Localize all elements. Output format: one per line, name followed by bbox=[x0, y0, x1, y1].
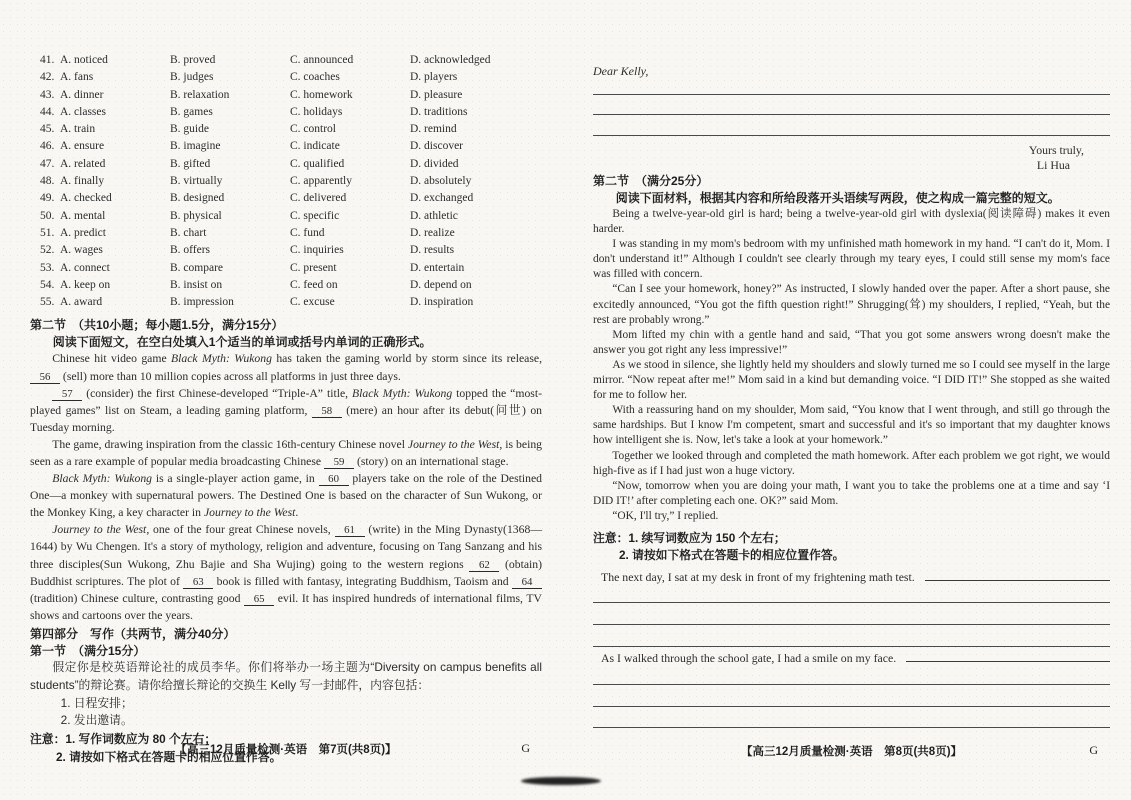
answer-blank-line bbox=[593, 707, 1110, 728]
option-d: D. remind bbox=[410, 123, 457, 136]
option-d: D. inspiration bbox=[410, 296, 474, 309]
option-b: B. relaxation bbox=[170, 88, 230, 101]
option-c: C. inquiries bbox=[290, 244, 344, 257]
story-paragraph: Being a twelve-year-old girl is hard; being a twelve-year-old girl with dyslexia(阅读障碍) makes it even harder. bbox=[593, 208, 1110, 236]
scanner-smudge-mark bbox=[521, 777, 601, 785]
writing-prompt-intro: 假定你是校英语辩论社的成员李华。你们将举办一场主题为“Diversity on campus benefits all students”的辩论赛。请你给擅长辩论的交换生 Kelly 写一封邮件，内容包括： bbox=[30, 659, 542, 692]
option-c: C. announced bbox=[290, 54, 354, 66]
option-d: D. exchanged bbox=[410, 192, 474, 205]
option-b: B. proved bbox=[170, 54, 216, 66]
section2-heading: 第二节 （共10小题；每小题1.5分，满分15分） bbox=[30, 318, 284, 333]
option-row-45 bbox=[30, 123, 542, 140]
story-paragraph: “OK, I'll try,” I replied. bbox=[612, 509, 719, 522]
option-row-55 bbox=[30, 296, 542, 313]
option-row-52 bbox=[30, 244, 542, 261]
option-b: B. impression bbox=[170, 296, 234, 309]
option-a: A. checked bbox=[60, 192, 112, 205]
section2-instruction: 阅读下面短文，在空白处填入1个适当的单词或括号内单词的正确形式。 bbox=[52, 335, 432, 350]
option-a: A. dinner bbox=[60, 88, 104, 101]
question-number: 49. bbox=[40, 192, 55, 205]
option-c: C. delivered bbox=[290, 192, 347, 205]
answer-blank-line bbox=[593, 80, 1110, 95]
cloze-blank: 63 bbox=[183, 577, 213, 589]
exam-page-8 bbox=[593, 62, 1110, 794]
option-b: B. chart bbox=[170, 226, 207, 239]
writing-prompt-item-1: 1. 日程安排； bbox=[60, 695, 133, 710]
reading-material bbox=[593, 207, 1110, 524]
option-a: A. ensure bbox=[60, 140, 105, 153]
question-number: 53. bbox=[40, 261, 55, 274]
answer-blank-line bbox=[593, 666, 1110, 685]
continuation-note-1: 注意：1. 续写词数应为 150 个左右； bbox=[593, 530, 786, 545]
option-c: C. control bbox=[290, 123, 336, 136]
option-c: C. specific bbox=[290, 209, 340, 222]
option-c: C. coaches bbox=[290, 71, 340, 84]
option-d: D. pleasure bbox=[410, 88, 463, 101]
answer-blank-line bbox=[593, 625, 1110, 647]
option-a: A. classes bbox=[60, 105, 106, 118]
question-number: 52. bbox=[40, 244, 55, 257]
cloze-paragraph: The game, drawing inspiration from the classic 16th-century Chinese novel Journey to the West, is being seen as a rare example of popular media broadcasting Chinese 59 (story) on an international stage. bbox=[30, 437, 543, 469]
answer-blank-line bbox=[593, 585, 1110, 603]
question-number: 55. bbox=[40, 296, 55, 309]
question-number: 42. bbox=[40, 71, 55, 84]
story-paragraph: With a reassuring hand on my shoulder, Mom said, “You know that I went through, and still go through the same hardships. But I know I'm competent, smart and successful and it's so important that my daughter knows how intelligent she is. Now, let's take a look at your homework.” bbox=[593, 404, 1110, 447]
part4-section1-heading: 第一节 （满分15分） bbox=[30, 643, 146, 658]
footer-title: 【高三12月质量检测·英语 第8页(共8页)】 bbox=[740, 746, 963, 758]
cloze-blank: 58 bbox=[312, 406, 342, 418]
option-a: A. predict bbox=[60, 226, 106, 239]
story-paragraph: Mom lifted my chin with a gentle hand and said, “That you got some answers wrong doesn't make the answer you got right any less impressive!” bbox=[593, 328, 1110, 356]
cloze-blank: 65 bbox=[244, 594, 274, 606]
option-a: A. train bbox=[60, 123, 96, 136]
option-d: D. players bbox=[410, 71, 458, 84]
option-c: C. holidays bbox=[290, 105, 343, 118]
cloze-paragraph: Black Myth: Wukong is a single-player action game, in 60 players take on the role of the Destined One—a monkey with supernatural powers. The Destined One is based on the character of Sun Wukong, or the Monkey King, a key character in Journey to the West. bbox=[30, 472, 542, 520]
option-b: B. offers bbox=[170, 244, 211, 257]
option-a: A. fans bbox=[60, 71, 94, 84]
option-b: B. compare bbox=[170, 261, 224, 274]
option-b: B. physical bbox=[170, 209, 222, 222]
answer-blank-line bbox=[593, 685, 1110, 707]
option-c: C. apparently bbox=[290, 175, 352, 188]
story-paragraph: I was standing in my mom's bedroom with my unfinished math homework in my hand. “I can't do it, Mom. I don't understand it!” Although I couldn't see clearly through my teary eyes, I could still sense my mom's face was filled with concern. bbox=[593, 238, 1110, 281]
option-d: D. acknowledged bbox=[410, 54, 491, 66]
page-footer-left bbox=[30, 741, 542, 757]
option-a: A. wages bbox=[60, 244, 103, 257]
continuation-lead-2 bbox=[593, 649, 1110, 666]
footer-version-mark: G bbox=[521, 741, 530, 755]
answer-blank-line bbox=[906, 649, 1110, 662]
exam-page-7 bbox=[30, 54, 542, 794]
option-c: C. feed on bbox=[290, 278, 338, 291]
option-a: A. mental bbox=[60, 209, 106, 222]
option-row-53 bbox=[30, 262, 542, 279]
option-b: B. virtually bbox=[170, 175, 223, 188]
writing-note-2: 2. 请按如下格式在答题卡的相应位置作答。 bbox=[55, 749, 282, 764]
letter-closing: Yours truly, bbox=[1028, 143, 1084, 157]
option-b: B. gifted bbox=[170, 157, 211, 170]
option-d: D. entertain bbox=[410, 261, 465, 274]
question-number: 41. bbox=[40, 54, 55, 66]
answer-blank-line bbox=[593, 603, 1110, 625]
option-b: B. insist on bbox=[170, 278, 223, 291]
option-a: A. connect bbox=[60, 261, 110, 274]
option-a: A. related bbox=[60, 157, 106, 170]
lead-sentence: As I walked through the school gate, I had a smile on my face. bbox=[601, 651, 897, 666]
option-b: B. guide bbox=[170, 123, 209, 136]
option-d: D. absolutely bbox=[410, 175, 472, 188]
footer-title: 【高三12月质量检测·英语 第7页(共8页)】 bbox=[175, 744, 397, 756]
footer-version-mark: G bbox=[1089, 743, 1098, 757]
cloze-blank: 60 bbox=[319, 474, 349, 486]
option-c: C. excuse bbox=[290, 296, 335, 309]
story-paragraph: Together we looked through and completed the math homework. After each problem we got right, we would high-five as if I had just won a huge victory. bbox=[593, 449, 1110, 477]
option-c: C. fund bbox=[290, 226, 325, 239]
option-row-43 bbox=[30, 89, 542, 106]
option-d: D. realize bbox=[410, 226, 455, 239]
option-d: D. athletic bbox=[410, 209, 458, 222]
cloze-passage bbox=[30, 350, 542, 624]
option-row-54 bbox=[30, 279, 542, 296]
writing-note-1: 注意：1. 写作词数应为 80 个左右； bbox=[30, 732, 217, 747]
question-number: 43. bbox=[40, 88, 55, 101]
cloze-paragraph: Chinese hit video game Black Myth: Wukong has taken the gaming world by storm since its release, 56 (sell) more than 10 million copies across all platforms in just three days. bbox=[30, 350, 542, 384]
section2-heading-right: 第二节 （满分25分） bbox=[593, 174, 709, 188]
cloze-blank: 61 bbox=[335, 525, 365, 537]
question-number: 51. bbox=[40, 226, 55, 239]
option-d: D. depend on bbox=[410, 278, 472, 291]
option-c: C. indicate bbox=[290, 140, 340, 153]
answer-blank-line bbox=[593, 115, 1110, 136]
letter-signature-block bbox=[593, 143, 1110, 172]
story-paragraph: “Can I see your homework, honey?” As instructed, I slowly handed over the paper. After a short pause, she excitedly announced, “You got the fifth question right!” Shrugging(耸) my shoulders, I replied, “Yeah, but the rest are probably wrong.” bbox=[593, 283, 1110, 326]
letter-salutation: Dear Kelly, bbox=[593, 64, 649, 78]
letter-signer: Li Hua bbox=[1036, 157, 1070, 172]
question-number: 48. bbox=[40, 175, 55, 188]
question-number: 46. bbox=[40, 140, 55, 153]
option-row-50 bbox=[30, 210, 542, 227]
question-number: 44. bbox=[40, 105, 55, 118]
option-d: D. traditions bbox=[410, 105, 468, 118]
continuation-note-2: 2. 请按如下格式在答题卡的相应位置作答。 bbox=[618, 548, 845, 563]
option-a: A. keep on bbox=[60, 278, 111, 291]
option-c: C. homework bbox=[290, 88, 353, 101]
cloze-blank: 59 bbox=[324, 457, 354, 469]
page-footer-right bbox=[593, 743, 1110, 759]
option-d: D. divided bbox=[410, 157, 459, 170]
option-c: C. present bbox=[290, 261, 337, 274]
option-row-51 bbox=[30, 227, 542, 244]
question-number: 54. bbox=[40, 278, 55, 291]
part4-heading: 第四部分 写作（共两节，满分40分） bbox=[30, 626, 236, 641]
option-row-44 bbox=[30, 106, 542, 123]
cloze-blank: 62 bbox=[469, 560, 499, 572]
continuation-instruction: 阅读下面材料，根据其内容和所给段落开头语续写两段，使之构成一篇完整的短文。 bbox=[615, 191, 1060, 205]
option-a: A. finally bbox=[60, 175, 105, 188]
option-a: A. noticed bbox=[60, 54, 108, 66]
option-row-49 bbox=[30, 192, 542, 209]
question-number: 50. bbox=[40, 209, 55, 222]
writing-prompt-item-2: 2. 发出邀请。 bbox=[60, 712, 133, 727]
option-c: C. qualified bbox=[290, 157, 345, 170]
answer-blank-line bbox=[925, 568, 1110, 581]
option-d: D. results bbox=[410, 244, 455, 257]
option-row-46 bbox=[30, 140, 542, 157]
cloze-blank: 56 bbox=[30, 372, 60, 384]
option-row-47 bbox=[30, 158, 542, 175]
option-b: B. games bbox=[170, 105, 213, 118]
option-d: D. discover bbox=[410, 140, 464, 153]
story-paragraph: “Now, tomorrow when you are doing your math, I want you to take the problems one at a time and say ‘I DID IT!’ after completing each one. OK?” said Mom. bbox=[593, 479, 1110, 507]
cloze-options-table bbox=[30, 54, 542, 313]
cloze-blank: 57 bbox=[52, 389, 82, 401]
option-b: B. imagine bbox=[170, 140, 221, 153]
question-number: 45. bbox=[40, 123, 55, 136]
option-b: B. designed bbox=[170, 192, 225, 205]
cloze-paragraph: Journey to the West, one of the four great Chinese novels, 61 (write) in the Ming Dynasty(1368—1644) by Wu Chengen. It's a story of mythology, religion and adventure, focusing on Tang Sanzang and his three disciples(Sun Wukong, Zhu Bajie and Sha Wujing) going to the western regions 62 (obtain) Buddhist scriptures. The plot of 63 book is filled with fantasy, integrating Buddhism, Taoism and 64 (tradition) Chinese culture, contrasting good 65 evil. It has inspired hundreds of international films, TV shows and cartoons over the years. bbox=[30, 523, 543, 622]
cloze-blank: 64 bbox=[512, 577, 542, 589]
answer-blank-line bbox=[593, 95, 1110, 115]
option-row-42 bbox=[30, 71, 542, 88]
option-row-41 bbox=[30, 54, 542, 71]
story-paragraph: As we stood in silence, she lightly held my shoulders and slowly turned me so I could see myself in the large mirror. “Now repeat after me!” Mom said in a kind but demanding voice. “I DID IT!” She stopped as she waited for me to follow her. bbox=[593, 358, 1110, 402]
question-number: 47. bbox=[40, 157, 55, 170]
option-row-48 bbox=[30, 175, 542, 192]
continuation-lead-1 bbox=[593, 568, 1110, 585]
cloze-paragraph: 57 (consider) the first Chinese-developed “Triple-A” title, Black Myth: Wukong topped the “most-played games” list on Steam, a leading gaming platform, 58 (mere) an hour after its debut(问世) on Tuesday morning. bbox=[30, 386, 543, 434]
option-a: A. award bbox=[60, 296, 103, 309]
lead-sentence: The next day, I sat at my desk in front of my frightening math test. bbox=[601, 570, 915, 585]
option-b: B. judges bbox=[170, 71, 214, 84]
